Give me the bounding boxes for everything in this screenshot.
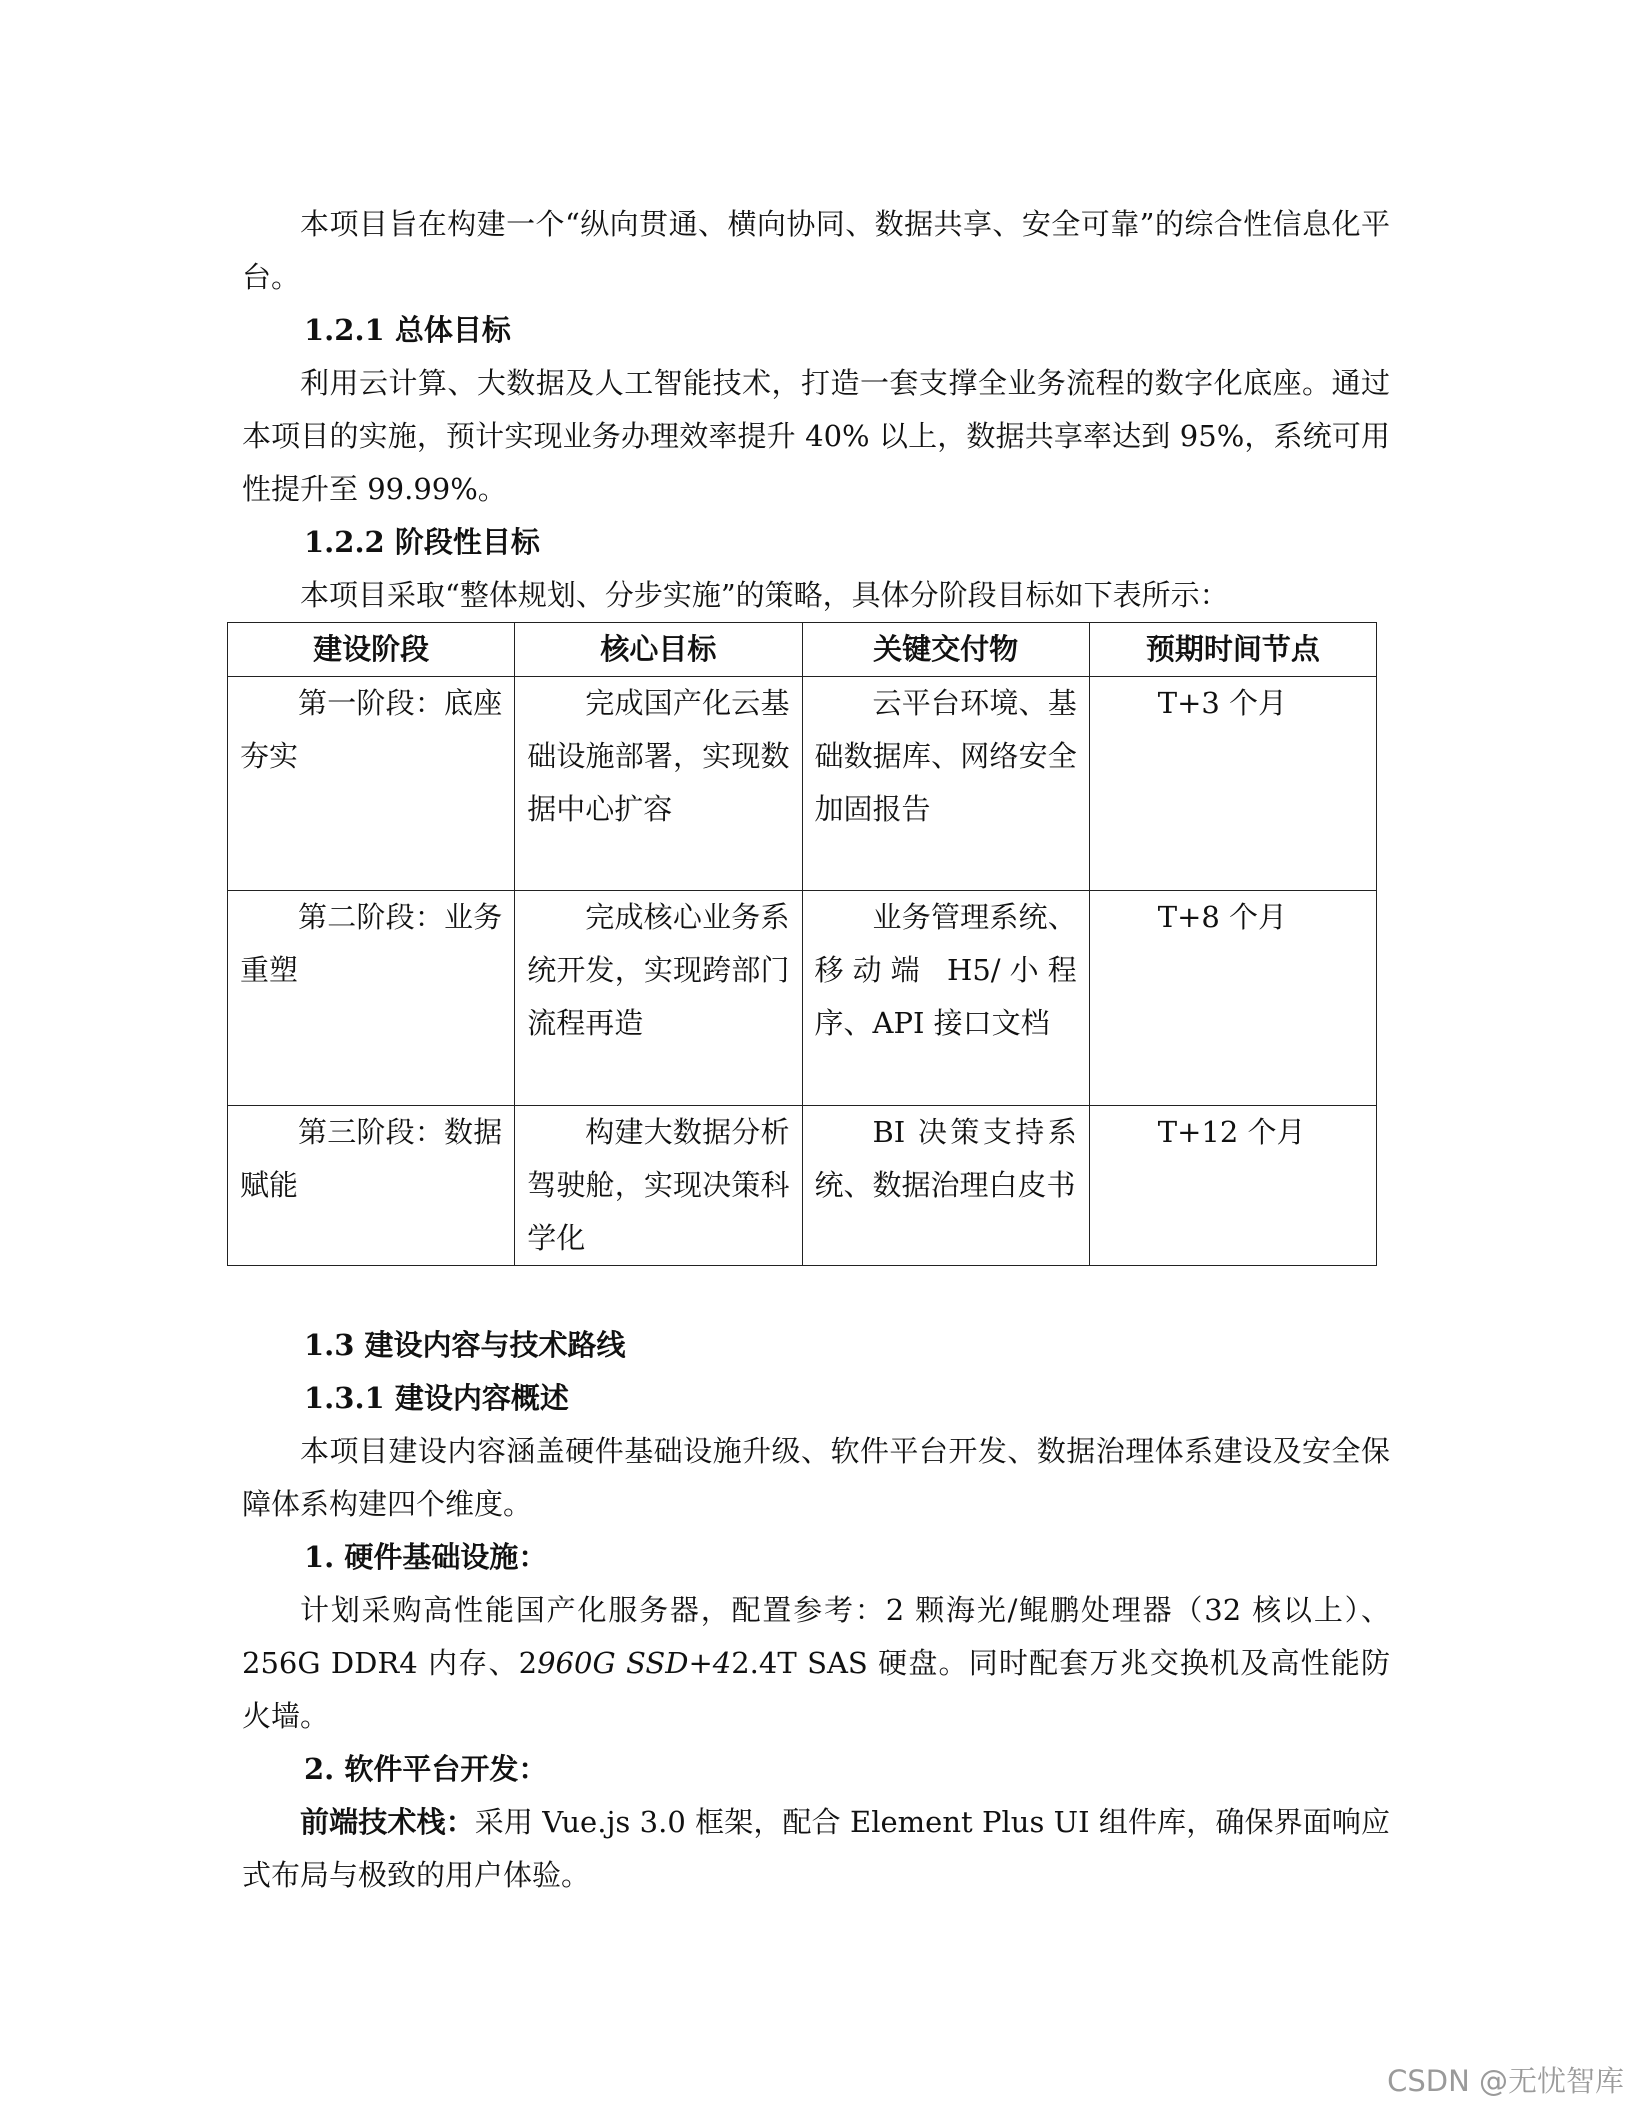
heading-1-3-1: 1.3.1 建设内容概述	[304, 1381, 569, 1415]
software-heading: 2. 软件平台开发：	[304, 1752, 548, 1786]
table-cell: 云平台环境、基础数据库、网络安全加固报告	[802, 677, 1089, 891]
heading-1-2-2: 1.2.2 阶段性目标	[304, 525, 540, 559]
heading-1-2-1: 1.2.1 总体目标	[304, 313, 511, 347]
table-cell: 完成核心业务系统开发，实现跨部门流程再造	[515, 891, 802, 1106]
table-cell: 第一阶段：底座夯实	[228, 677, 515, 891]
table-row	[228, 1106, 1377, 1266]
hardware-text-italic: 960G SSD+4	[537, 1646, 732, 1680]
table-header: 关键交付物	[802, 623, 1089, 677]
table-header: 核心目标	[515, 623, 802, 677]
document-page	[242, 198, 1390, 1902]
phase-table	[227, 622, 1377, 1266]
table-row	[228, 891, 1377, 1106]
table-cell: 构建大数据分析驾驶舱，实现决策科学化	[515, 1106, 802, 1266]
hardware-paragraph	[242, 1584, 1390, 1743]
hardware-text-a: 计划采购高性能国产化服务器，配置参考：2 颗海光/鲲鹏处理器（32 核以上）、256G DDR4 内存、2	[242, 1593, 1390, 1680]
heading-1-3: 1.3 建设内容与技术路线	[304, 1328, 626, 1362]
table-row	[228, 677, 1377, 891]
overall-goal-paragraph: 利用云计算、大数据及人工智能技术，打造一套支撑全业务流程的数字化底座。通过本项目的实施，预计实现业务办理效率提升 40% 以上，数据共享率达到 95%，系统可用性提升至 99.99%。	[242, 366, 1390, 506]
table-header: 预期时间节点	[1089, 623, 1376, 677]
table-cell: T+3 个月	[1089, 677, 1376, 891]
content-overview-paragraph: 本项目建设内容涵盖硬件基础设施升级、软件平台开发、数据治理体系建设及安全保障体系构建四个维度。	[242, 1434, 1390, 1521]
table-cell: 完成国产化云基础设施部署，实现数据中心扩容	[515, 677, 802, 891]
hardware-heading: 1. 硬件基础设施：	[304, 1540, 548, 1574]
table-cell: 第二阶段：业务重塑	[228, 891, 515, 1106]
table-cell: BI 决策支持系统、数据治理白皮书	[802, 1106, 1089, 1266]
frontend-text: 采用 Vue.js 3.0 框架，配合 Element Plus UI 组件库，确保界面响应式布局与极致的用户体验。	[242, 1805, 1390, 1892]
frontend-paragraph	[242, 1796, 1390, 1902]
watermark: CSDN @无忧智库	[1387, 2064, 1624, 2098]
intro-paragraph: 本项目旨在构建一个“纵向贯通、横向协同、数据共享、安全可靠”的综合性信息化平台。	[242, 207, 1390, 294]
table-cell: 业务管理系统、移动端 H5/小程序、API 接口文档	[802, 891, 1089, 1106]
table-header: 建设阶段	[228, 623, 515, 677]
phase-goal-paragraph: 本项目采取“整体规划、分步实施”的策略，具体分阶段目标如下表所示：	[300, 578, 1229, 612]
table-cell: 第三阶段：数据赋能	[228, 1106, 515, 1266]
frontend-label: 前端技术栈：	[300, 1805, 475, 1839]
table-cell: T+8 个月	[1089, 891, 1376, 1106]
table-cell: T+12 个月	[1089, 1106, 1376, 1266]
table-header-row	[228, 623, 1377, 677]
hardware-text-c: 2.4T SAS 硬盘。同时配套万兆交换机及高性能防火墙。	[242, 1646, 1390, 1733]
